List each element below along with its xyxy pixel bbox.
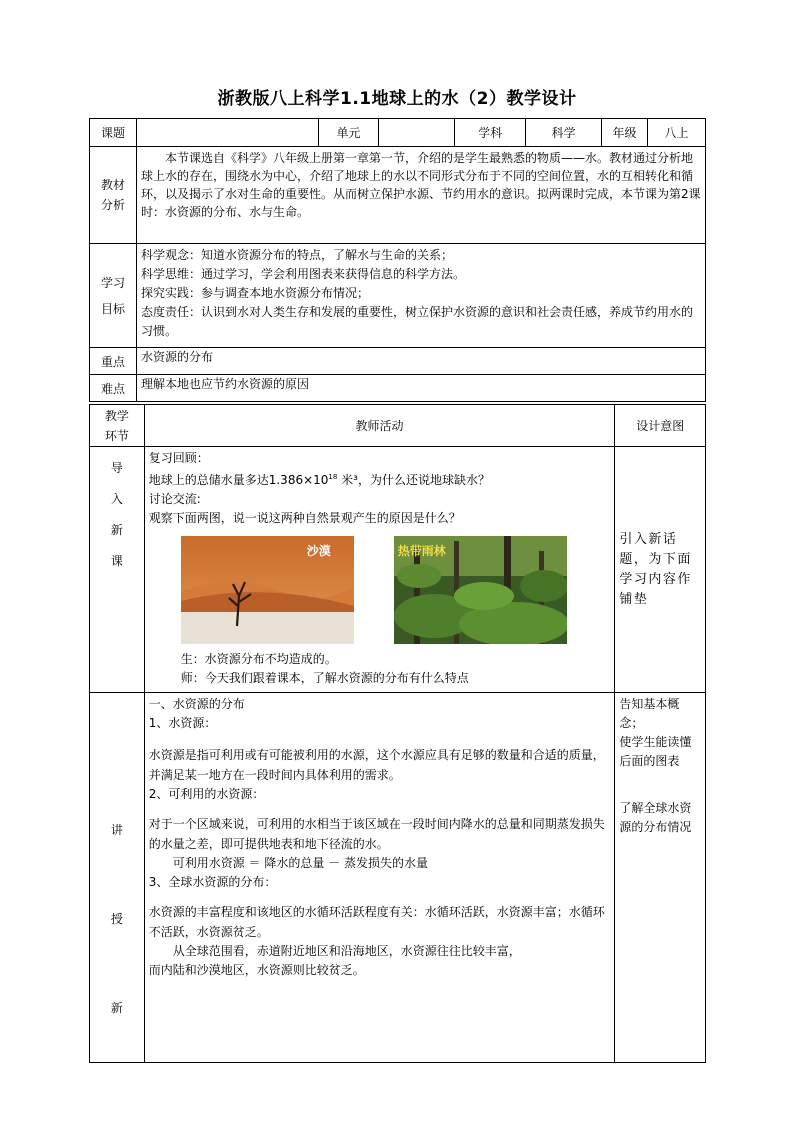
lecture-activity: 一、水资源的分布 1、水资源： 水资源是指可利用或有可能被利用的水源，这个水源应具有足够的数量和合适的质量，并满足某一地方在一段时间内具体利用的需求。 2、可利用的水资源： 对于一个区域来说，可利用的水相当于该区域在一段时间内降水的总量和同期蒸发损失的水量之差，即可提供地表和地下径流的水。 可利用水资源 ＝ 降水的总量 － 蒸发损失的水量 3、全球水资源的分布： 水资源的丰富程度和该地区的水循环活跃程度有关：水循环活跃，水资源丰富；水循环不活跃，水资源贫乏。 从全球范围看，赤道附近地区和沿海地区，水资源往往比较丰富， 而内陆和沙漠地区，水资源则比较贫乏。 xyxy=(144,693,615,1063)
desert-image xyxy=(181,536,354,644)
objectives-label: 学习 目标 xyxy=(90,244,137,348)
objective-item: 科学思维：通过学习，学会利用图表来获得信息的科学方法。 xyxy=(140,267,465,281)
process-header-row xyxy=(90,405,706,447)
grade-value: 八上 xyxy=(648,119,706,147)
teaching-process-table xyxy=(89,404,706,1063)
lecture-stage: 讲 授 新 xyxy=(90,693,145,1063)
image-row xyxy=(149,536,611,644)
key-point-label: 重点 xyxy=(90,348,137,375)
objective-item: 科学观念：知道水资源分布的特点，了解水与生命的关系； xyxy=(140,248,453,262)
analysis-label: 教材 分析 xyxy=(90,147,137,244)
analysis-row xyxy=(90,147,706,244)
intro-stage: 导 入 新 课 xyxy=(90,447,145,693)
objectives-row xyxy=(90,244,706,348)
analysis-text: 本节课选自《科学》八年级上册第一章第一节，介绍的是学生最熟悉的物质——水。教材通过分析地球上水的存在，围绕水为中心，介绍了地球上的水以不同形式分布于不同的空间位置，水的互相转化和循环，以及揭示了水对生命的重要性。从而树立保护水源、节约用水的意识。拟两课时完成，本节课为第2课时：水资源的分布、水与生命。 xyxy=(136,147,705,244)
header-row xyxy=(90,119,706,147)
teacher-activity-header: 教师活动 xyxy=(144,405,615,447)
page-title: 浙教版八上科学1.1地球上的水（2）教学设计 xyxy=(217,89,577,109)
intro-row xyxy=(90,447,706,693)
lecture-intent: 告知基本概念； 使学生能读懂后面的图表 了解全球水资源的分布情况 xyxy=(615,693,706,1063)
intro-intent: 引入新话题，为下面学习内容作铺垫 xyxy=(615,447,706,693)
design-intent-header: 设计意图 xyxy=(615,405,706,447)
unit-value xyxy=(379,119,455,147)
desert-label: 沙漠 xyxy=(306,544,331,558)
lesson-info-table xyxy=(89,118,706,402)
key-point-text: 水资源的分布 xyxy=(136,348,705,375)
topic-value xyxy=(136,119,318,147)
key-point-row xyxy=(90,348,706,375)
difficulty-row xyxy=(90,375,706,402)
stage-header: 教学 环节 xyxy=(90,405,145,447)
rainforest-label: 热带雨林 xyxy=(397,544,446,558)
objectives-list xyxy=(136,244,705,348)
difficulty-text: 理解本地也应节约水资源的原因 xyxy=(136,375,705,402)
objective-item: 探究实践：参与调查本地水资源分布情况； xyxy=(140,286,369,300)
subject-value: 科学 xyxy=(526,119,602,147)
topic-label: 课题 xyxy=(90,119,137,147)
rainforest-image xyxy=(394,536,567,644)
grade-label: 年级 xyxy=(602,119,648,147)
unit-label: 单元 xyxy=(318,119,379,147)
question-line: 地球上的总储水量多达$1.386\times 10^{18}$ 米³，为什么还说地球缺水？ xyxy=(148,473,490,487)
lecture-row xyxy=(90,693,706,1063)
difficulty-label: 难点 xyxy=(90,375,137,402)
subject-label: 学科 xyxy=(455,119,526,147)
objective-item: 态度责任：认识到水对人类生存和发展的重要性，树立保护水资源的意识和社会责任感，养成节约用水的习惯。 xyxy=(140,305,693,338)
intro-activity: 复习回顾： 地球上的总储水量多达$1.386\times 10^{18}$ 米³，为什么还说地球缺水？ 讨论交流: 观察下面两图，说一说这两种自然景观产生的原因是什么？ 沙漠 热带雨林 生：水资源分布不均造成的。 师：今天我们跟着课本，了解水资源的分布有什么特点 xyxy=(144,447,615,693)
